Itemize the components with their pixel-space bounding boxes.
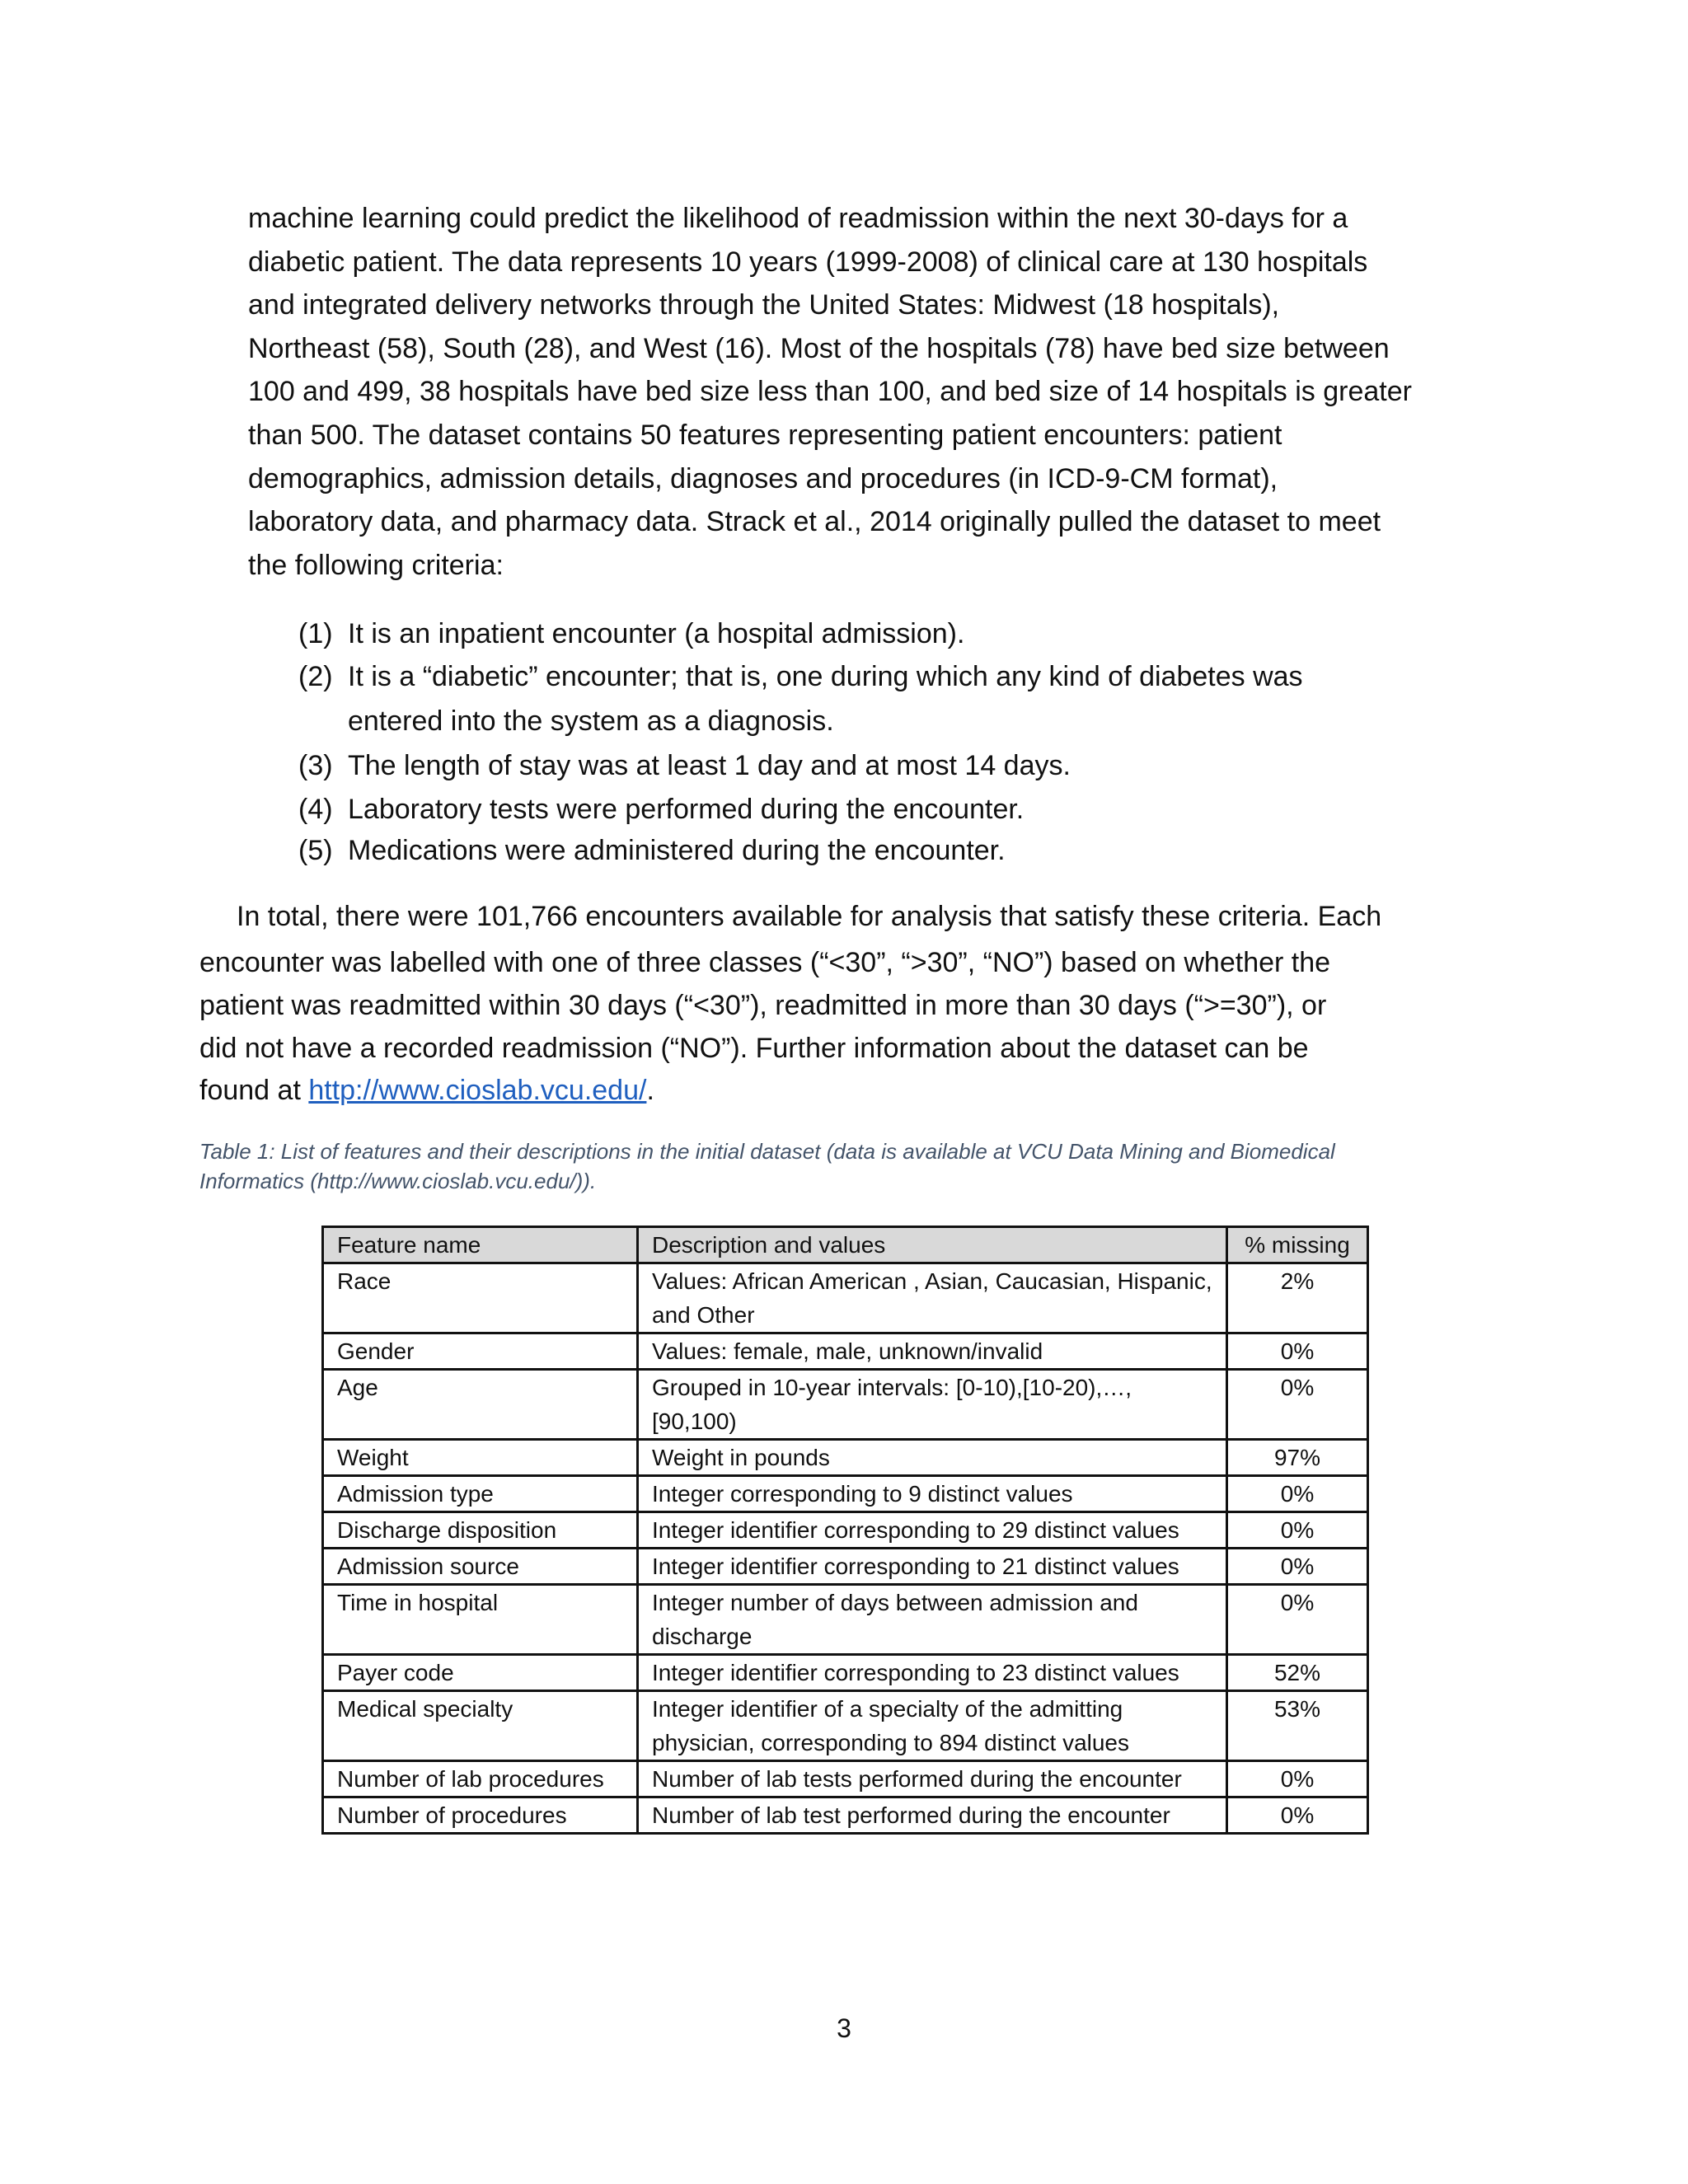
table-row <box>323 1440 1368 1476</box>
feature-name-cell: Admission type <box>323 1476 638 1512</box>
criterion-text: entered into the system as a diagnosis. <box>348 705 834 737</box>
features-table <box>321 1226 1369 1835</box>
missing-cell: 97% <box>1227 1440 1368 1476</box>
text-line: Northeast (58), South (28), and West (16). Most of the hospitals (78) have bed size between <box>248 332 1390 364</box>
description-cell: Integer identifier corresponding to 29 distinct values <box>638 1512 1227 1549</box>
table-row <box>323 1512 1368 1549</box>
table-caption: Informatics (http://www.cioslab.vcu.edu/)). <box>199 1169 597 1193</box>
table-header-row <box>323 1227 1368 1263</box>
description-cell: Values: female, male, unknown/invalid <box>638 1333 1227 1370</box>
paragraph-last-line <box>199 1074 654 1107</box>
criterion-text: It is a “diabetic” encounter; that is, one during which any kind of diabetes was <box>348 661 1303 692</box>
text-line: did not have a recorded readmission (“NO”). Further information about the dataset can be <box>199 1033 1309 1064</box>
description-cell: Integer identifier corresponding to 21 distinct values <box>638 1549 1227 1585</box>
missing-cell: 0% <box>1227 1549 1368 1585</box>
feature-name-cell: Medical specialty <box>323 1691 638 1761</box>
page-number: 3 <box>837 2013 851 2043</box>
criterion-number: (3) <box>298 750 333 781</box>
criterion-number: (1) <box>298 618 333 649</box>
feature-name-cell: Age <box>323 1370 638 1440</box>
text-line: and integrated delivery networks through the United States: Midwest (18 hospitals), <box>248 289 1280 321</box>
criterion-text: The length of stay was at least 1 day and at most 14 days. <box>348 750 1071 781</box>
text-line: than 500. The dataset contains 50 features representing patient encounters: patient <box>248 419 1282 451</box>
text-line: laboratory data, and pharmacy data. Strack et al., 2014 originally pulled the dataset to meet <box>248 506 1381 538</box>
feature-name-cell: Race <box>323 1263 638 1333</box>
table-row <box>323 1797 1368 1834</box>
text-line: the following criteria: <box>248 549 504 581</box>
criterion-text: It is an inpatient encounter (a hospital admission). <box>348 618 965 649</box>
text: found at <box>199 1075 309 1106</box>
missing-cell: 0% <box>1227 1370 1368 1440</box>
feature-name-cell: Payer code <box>323 1655 638 1691</box>
table-row <box>323 1761 1368 1797</box>
criterion-text: Laboratory tests were performed during the encounter. <box>348 794 1025 825</box>
text-line: 100 and 499, 38 hospitals have bed size less than 100, and bed size of 14 hospitals is greater <box>248 376 1412 408</box>
table-row <box>323 1691 1368 1761</box>
description-cell: Integer identifier corresponding to 23 distinct values <box>638 1655 1227 1691</box>
missing-cell: 0% <box>1227 1797 1368 1834</box>
feature-name-cell: Discharge disposition <box>323 1512 638 1549</box>
feature-name-cell: Gender <box>323 1333 638 1370</box>
description-cell: Number of lab test performed during the encounter <box>638 1797 1227 1834</box>
description-cell: Number of lab tests performed during the encounter <box>638 1761 1227 1797</box>
description-cell: Values: African American , Asian, Caucasian, Hispanic, and Other <box>638 1263 1227 1333</box>
text-line: encounter was labelled with one of three classes (“<30”, “>30”, “NO”) based on whether the <box>199 947 1331 978</box>
missing-cell: 52% <box>1227 1655 1368 1691</box>
criterion-number: (5) <box>298 835 333 866</box>
table-row <box>323 1585 1368 1655</box>
description-cell: Integer identifier of a specialty of the admitting physician, corresponding to 894 distinct values <box>638 1691 1227 1761</box>
header-description: Description and values <box>638 1227 1227 1263</box>
header-missing: % missing <box>1227 1227 1368 1263</box>
description-cell: Integer corresponding to 9 distinct values <box>638 1476 1227 1512</box>
text-line: diabetic patient. The data represents 10 years (1999-2008) of clinical care at 130 hospitals <box>248 246 1368 278</box>
table-caption: Table 1: List of features and their descriptions in the initial dataset (data is available at VCU Data Mining and Biomedical <box>199 1139 1335 1164</box>
description-cell: Weight in pounds <box>638 1440 1227 1476</box>
text-line: demographics, admission details, diagnoses and procedures (in ICD-9-CM format), <box>248 462 1278 494</box>
feature-name-cell: Weight <box>323 1440 638 1476</box>
text-line: machine learning could predict the likelihood of readmission within the next 30-days for a <box>248 203 1348 234</box>
feature-name-cell: Number of lab procedures <box>323 1761 638 1797</box>
feature-name-cell: Number of procedures <box>323 1797 638 1834</box>
criterion-number: (4) <box>298 794 333 825</box>
criterion-text: Medications were administered during the encounter. <box>348 835 1006 866</box>
text-line: In total, there were 101,766 encounters available for analysis that satisfy these criteria. Each <box>237 901 1382 932</box>
table-row <box>323 1333 1368 1370</box>
missing-cell: 0% <box>1227 1761 1368 1797</box>
text: . <box>646 1075 654 1106</box>
missing-cell: 0% <box>1227 1333 1368 1370</box>
missing-cell: 0% <box>1227 1585 1368 1655</box>
description-cell: Integer number of days between admission and discharge <box>638 1585 1227 1655</box>
missing-cell: 53% <box>1227 1691 1368 1761</box>
table-row <box>323 1655 1368 1691</box>
table-row <box>323 1263 1368 1333</box>
text-line: patient was readmitted within 30 days (“<30”), readmitted in more than 30 days (“>=30”), or <box>199 990 1327 1021</box>
criterion-number: (2) <box>298 661 333 692</box>
missing-cell: 0% <box>1227 1476 1368 1512</box>
feature-name-cell: Time in hospital <box>323 1585 638 1655</box>
feature-name-cell: Admission source <box>323 1549 638 1585</box>
header-feature: Feature name <box>323 1227 638 1263</box>
description-cell: Grouped in 10-year intervals: [0-10),[10-20),…,[90,100) <box>638 1370 1227 1440</box>
table-row <box>323 1370 1368 1440</box>
missing-cell: 0% <box>1227 1512 1368 1549</box>
dataset-link[interactable]: http://www.cioslab.vcu.edu/ <box>308 1075 647 1106</box>
table-row <box>323 1476 1368 1512</box>
missing-cell: 2% <box>1227 1263 1368 1333</box>
table-row <box>323 1549 1368 1585</box>
